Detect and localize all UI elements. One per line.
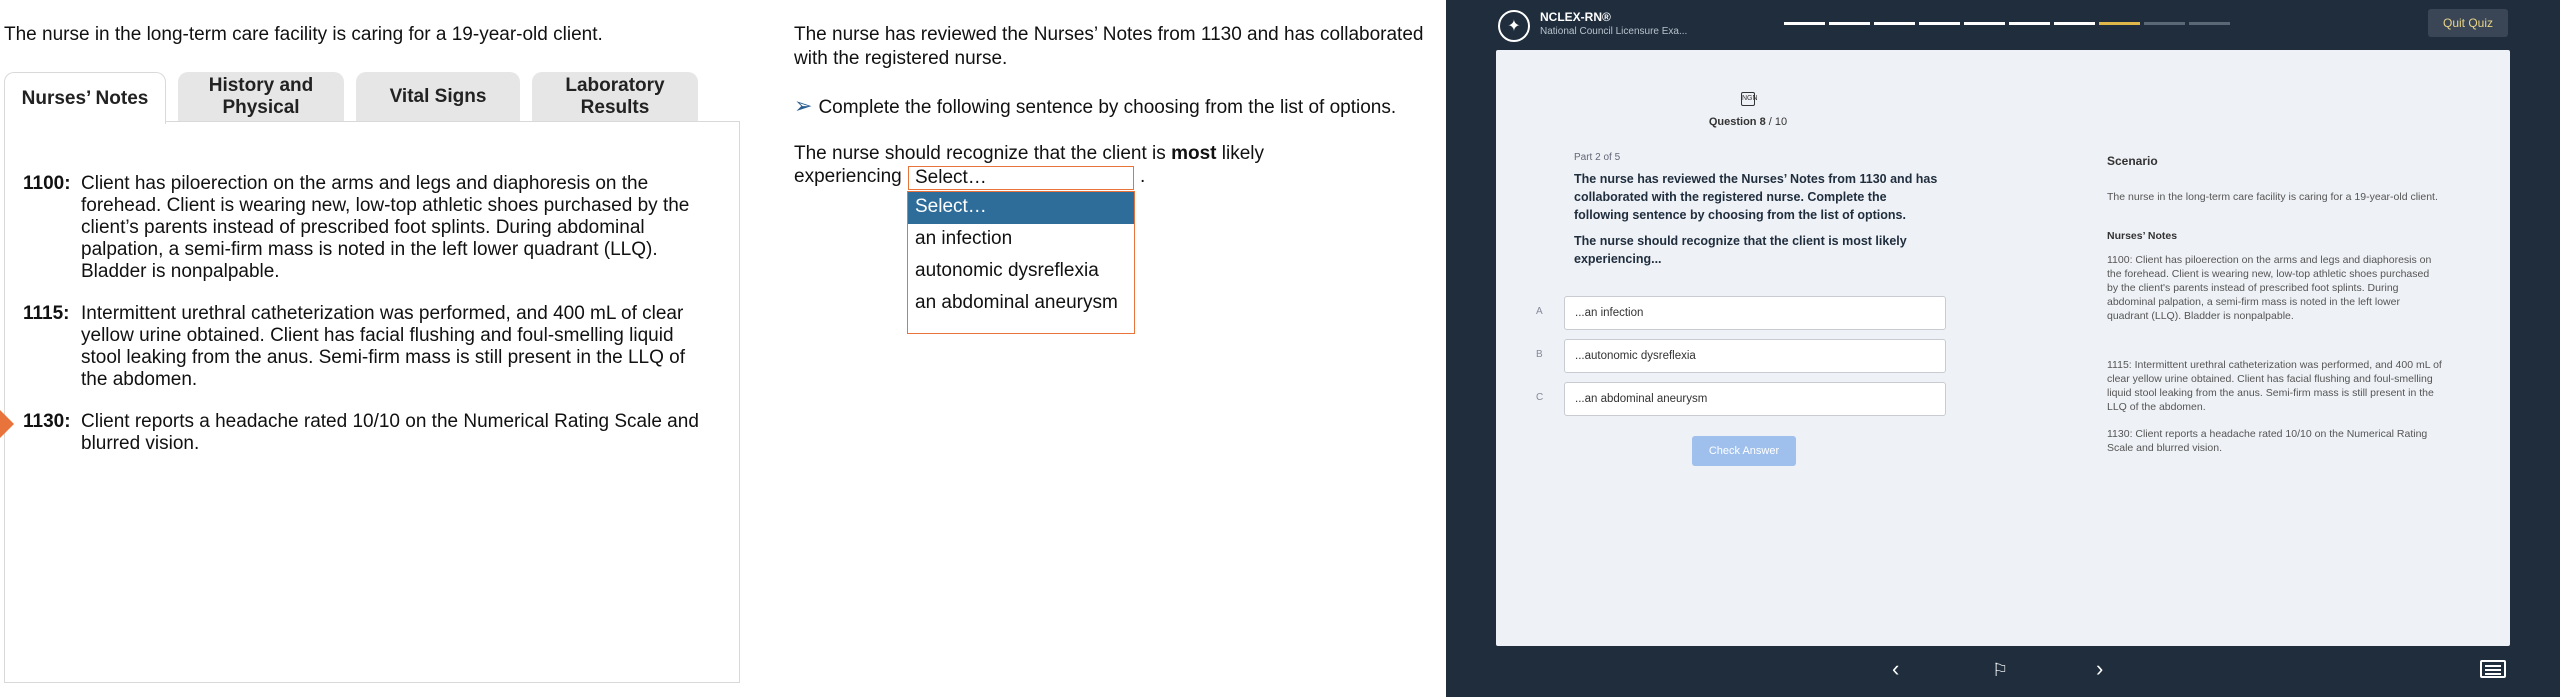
tab-laboratory-results[interactable] — [532, 72, 698, 122]
answer-text[interactable]: ...autonomic dysreflexia — [1564, 339, 1946, 373]
keyboard-icon[interactable] — [2480, 660, 2506, 678]
question-stem-line1: The nurse has reviewed the Nurses’ Notes from 1130 and has collaborated — [794, 24, 1424, 45]
note-time: 1130: — [23, 411, 71, 432]
answer-option-a[interactable] — [1536, 296, 1956, 330]
question-total: / 10 — [1768, 116, 1788, 128]
flag-icon[interactable]: ⚐ — [1992, 660, 2009, 680]
brand-title: NCLEX-RN® — [1540, 10, 1611, 24]
question-sentence-end: experiencing — [794, 166, 902, 187]
question-counter — [1676, 116, 1820, 128]
question-body-text2: The nurse should recognize that the client is most likely experiencing... — [1574, 234, 1907, 266]
answer-letter: B — [1536, 349, 1543, 360]
answer-text[interactable]: ...an infection — [1564, 296, 1946, 330]
progress-segment — [1964, 22, 2005, 25]
arrow-right-icon: ➢ — [794, 93, 813, 118]
progress-segment — [2054, 22, 2095, 25]
progress-segment — [1784, 22, 1825, 25]
nurses-notes-panel — [4, 121, 740, 683]
question-sentence — [794, 142, 1264, 166]
check-answer-button[interactable]: Check Answer — [1692, 436, 1796, 466]
tab-vital-signs[interactable] — [356, 72, 520, 122]
answer-text[interactable]: ...an abdominal aneurysm — [1564, 382, 1946, 416]
note-text: Intermittent urethral catheterization was performed, and 400 mL of clear yellow urine obtained. Client has facial flushing and foul-smelling liquid stool leaking from the anus. Semi-firm mass is still present in the LLQ of the abdomen. — [81, 303, 686, 390]
note-1130 — [23, 411, 713, 455]
quiz-progress — [1784, 22, 2230, 25]
progress-segment — [1919, 22, 1960, 25]
quit-quiz-button[interactable]: Quit Quiz — [2428, 9, 2508, 37]
scenario-note-1100: 1100: Client has piloerection on the arms and legs and diaphoresis on the forehead. Client is wearing new, low-top athletic shoes purchased by the client's parents instead of prescribed foot splints. During abdominal palpation, a semi-firm mass is noted in the left lower quadrant (LLQ). Bladder is nonpalpable. — [2107, 254, 2432, 322]
question-stem-line2: with the registered nurse. — [794, 48, 1008, 69]
part-label: Part 2 of 5 — [1574, 152, 1621, 163]
option-select[interactable]: Select… — [908, 192, 1134, 224]
answer-letter: A — [1536, 306, 1543, 317]
question-instruction — [794, 94, 1396, 120]
option-abdominal-aneurysm[interactable]: an abdominal aneurysm — [915, 292, 1118, 313]
tab-history-physical[interactable] — [178, 72, 344, 122]
question-body-text: The nurse has reviewed the Nurses’ Notes from 1130 and has collaborated with the registered nurse. Complete the following sentence by choosing from the list of options. — [1574, 172, 1938, 222]
note-1115 — [23, 303, 713, 391]
progress-segment — [1874, 22, 1915, 25]
scenario-notes-heading: Nurses’ Notes — [2107, 230, 2178, 242]
sentence-part: The nurse should recognize that the client is — [794, 143, 1166, 164]
scenario-title: Scenario — [2107, 154, 2158, 168]
scenario-intro-text: The nurse in the long-term care facility is caring for a 19-year-old client. — [2107, 191, 2438, 203]
question-body — [1574, 170, 1944, 268]
option-infection[interactable]: an infection — [915, 228, 1013, 249]
tab-label: Laboratory Results — [565, 75, 665, 118]
previous-chevron-icon[interactable]: ‹ — [1892, 656, 1900, 681]
option-autonomic-dysreflexia[interactable]: autonomic dysreflexia — [915, 260, 1099, 281]
ngn-icon: NGN — [1741, 92, 1755, 106]
dropdown-options — [907, 191, 1135, 334]
nclex-app — [1446, 0, 2560, 697]
note-1100 — [23, 173, 713, 283]
scenario-note-1115: 1115: Intermittent urethral catheterization was performed, and 400 mL of clear yellow urine obtained. Client has facial flushing and foul-smelling liquid stool leaking from the anus. Semi-firm mass is still present in the LLQ of the abdomen. — [2107, 359, 2442, 413]
answer-dropdown[interactable]: Select… — [908, 166, 1134, 190]
progress-segment — [2009, 22, 2050, 25]
tab-label: History and Physical — [208, 75, 314, 118]
question-card — [1496, 50, 2510, 646]
next-chevron-icon[interactable]: › — [2096, 656, 2104, 681]
progress-segment-current — [2099, 22, 2140, 25]
current-note-marker-icon — [0, 410, 14, 438]
brand-subtitle: National Council Licensure Exa... — [1540, 26, 1688, 37]
progress-segment — [2189, 22, 2230, 25]
question-number: Question 8 — [1708, 116, 1766, 128]
nclex-logo-icon: ✦ — [1498, 10, 1530, 42]
answer-option-c[interactable] — [1536, 382, 1956, 416]
sentence-bold: most — [1171, 143, 1217, 164]
sentence-part: likely — [1221, 143, 1264, 164]
tab-nurses-notes[interactable] — [4, 72, 166, 124]
progress-segment — [1829, 22, 1870, 25]
answer-letter: C — [1536, 392, 1544, 403]
note-text: Client reports a headache rated 10/10 on the Numerical Rating Scale and blurred vision. — [81, 411, 699, 454]
tab-label: Vital Signs — [389, 86, 487, 107]
tab-label: Nurses’ Notes — [21, 87, 149, 109]
sentence-period: . — [1140, 166, 1146, 187]
answer-option-b[interactable] — [1536, 339, 1956, 373]
progress-segment — [2144, 22, 2185, 25]
scenario-note-1130: 1130: Client reports a headache rated 10/10 on the Numerical Rating Scale and blurred vision. — [2107, 428, 2428, 454]
note-text: Client has piloerection on the arms and legs and diaphoresis on the forehead. Client is wearing new, low-top athletic shoes purchased by the client’s parents instead of prescribed foot splints. During abdominal palpation, a semi-firm mass is noted in the left lower quadrant (LLQ). Bladder is nonpalpable. — [81, 173, 690, 282]
note-time: 1100: — [23, 173, 71, 194]
scenario-intro: The nurse in the long-term care facility is caring for a 19-year-old client. — [4, 24, 603, 45]
note-time: 1115: — [23, 303, 70, 324]
instruction-text: Complete the following sentence by choosing from the list of options. — [818, 97, 1397, 118]
